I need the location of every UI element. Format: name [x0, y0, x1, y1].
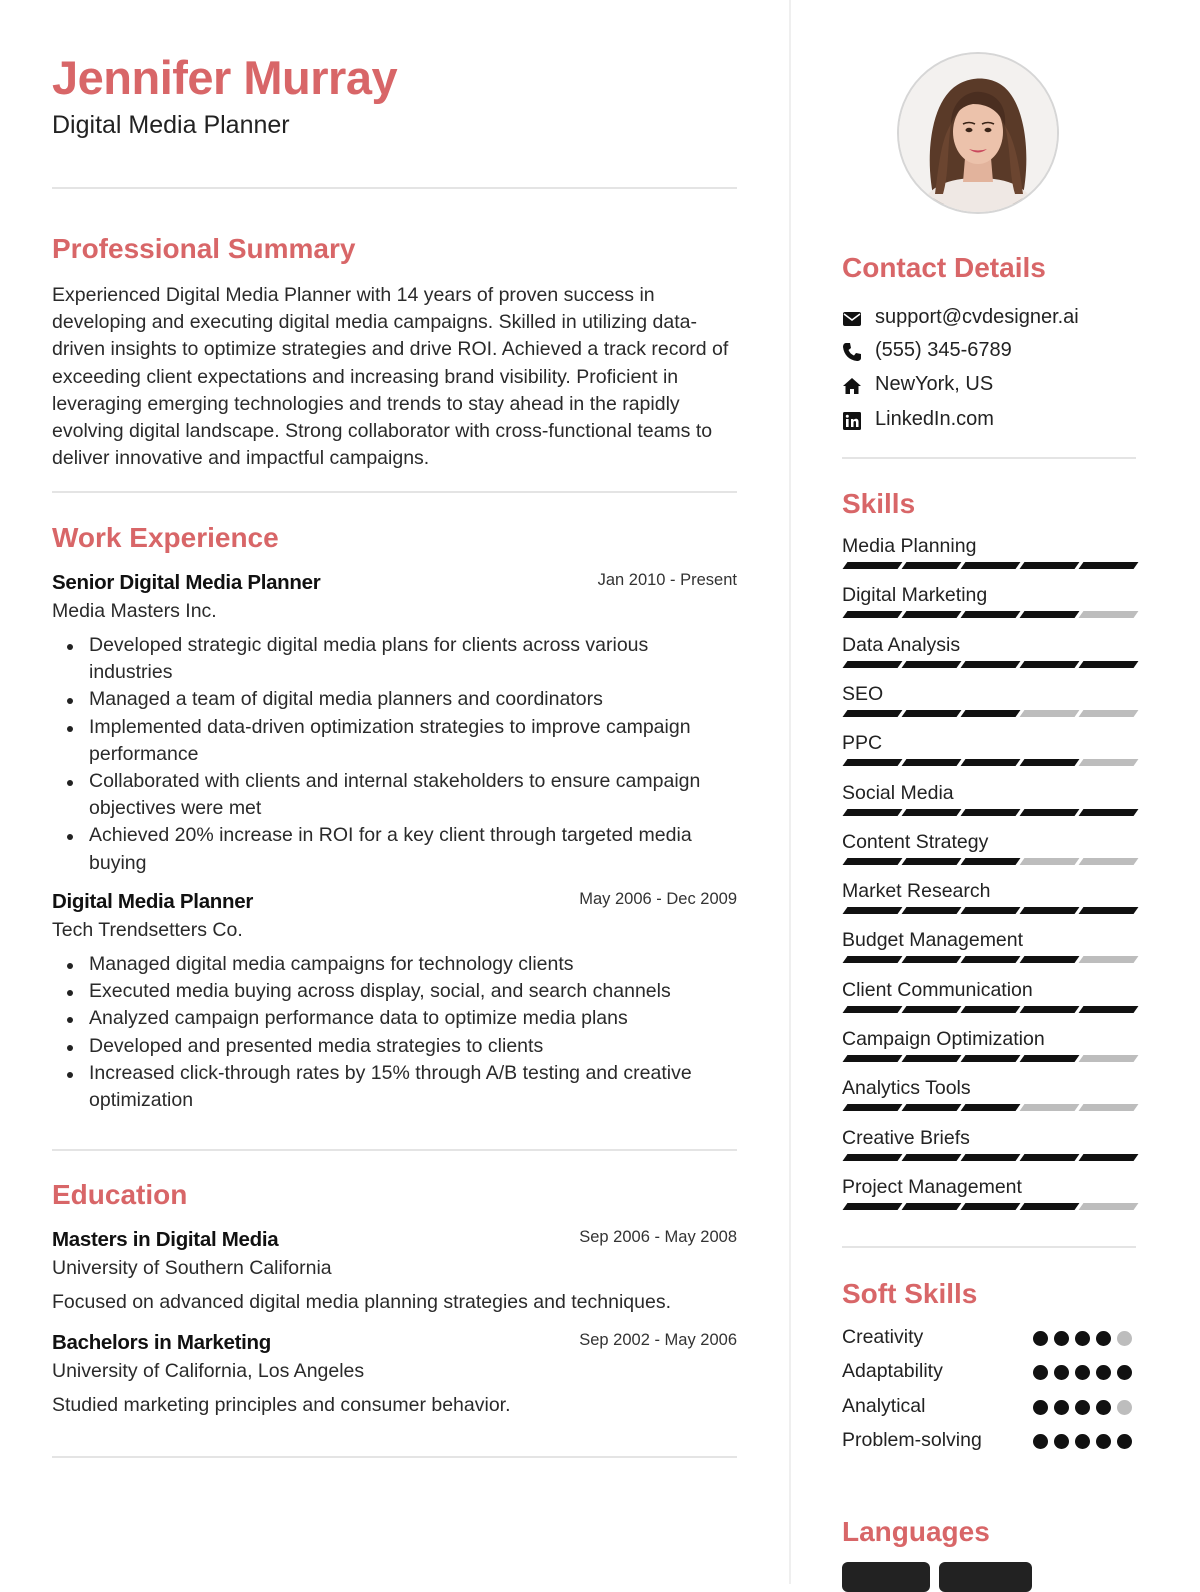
skill-level-segment: [843, 1154, 903, 1161]
skill-level-segment: [1079, 562, 1139, 569]
soft-skill-item: [842, 1360, 1136, 1390]
skill-level-segment: [1079, 611, 1139, 618]
soft-skill-label: Adaptability: [842, 1360, 943, 1383]
skill-level-segment: [902, 809, 962, 816]
linkedin-icon: [842, 411, 862, 431]
skill-level-segment: [843, 562, 903, 569]
skill-level-bar: [842, 809, 1136, 816]
work-heading: Work Experience: [52, 522, 279, 553]
skill-level-segment: [961, 809, 1021, 816]
skill-item: [842, 880, 1136, 928]
rating-dot: [1117, 1365, 1132, 1380]
skill-level-segment: [902, 1154, 962, 1161]
skill-label: Market Research: [842, 880, 991, 903]
skill-level-segment: [902, 907, 962, 914]
skill-level-segment: [1079, 1006, 1139, 1013]
soft-skill-rating: [1033, 1434, 1133, 1449]
skill-level-bar: [842, 1104, 1136, 1111]
rating-dot: [1075, 1400, 1090, 1415]
skill-level-segment: [1079, 907, 1139, 914]
education-date: Sep 2002 - May 2006: [579, 1331, 737, 1349]
job-bullet: Developed strategic digital media plans for clients across various industries: [89, 632, 737, 686]
degree: Bachelors in Marketing: [52, 1331, 271, 1354]
job-bullet: Managed digital media campaigns for technology clients: [89, 951, 737, 978]
skill-level-segment: [961, 1055, 1021, 1062]
skill-level-segment: [843, 809, 903, 816]
skill-item: [842, 683, 1136, 731]
soft-skill-label: Problem-solving: [842, 1429, 982, 1452]
skill-level-segment: [961, 1154, 1021, 1161]
summary-heading: Professional Summary: [52, 233, 356, 264]
education-description: Focused on advanced digital media planning strategies and techniques.: [52, 1291, 672, 1313]
skill-level-segment: [961, 1006, 1021, 1013]
job-bullet: Implemented data-driven optimization strategies to improve campaign performance: [89, 714, 737, 768]
rating-dot: [1033, 1331, 1048, 1346]
skill-level-segment: [902, 562, 962, 569]
skill-label: Analytics Tools: [842, 1077, 971, 1100]
skill-item: [842, 1028, 1136, 1076]
skill-level-segment: [843, 759, 903, 766]
job-role: Digital Media Planner: [52, 890, 254, 913]
job-date: Jan 2010 - Present: [597, 571, 737, 589]
skill-level-segment: [843, 907, 903, 914]
skill-item: [842, 782, 1136, 830]
skill-level-segment: [1079, 1203, 1139, 1210]
skill-level-bar: [842, 956, 1136, 963]
phone-text: (555) 345-6789: [875, 339, 1012, 361]
skill-level-segment: [961, 611, 1021, 618]
skill-level-segment: [1020, 661, 1080, 668]
profile-photo: [897, 52, 1059, 214]
skill-label: Client Communication: [842, 978, 1033, 1001]
rating-dot: [1054, 1331, 1069, 1346]
job-bullet: Executed media buying across display, social, and search channels: [89, 978, 737, 1005]
skill-label: Budget Management: [842, 929, 1024, 952]
skill-level-segment: [1079, 710, 1139, 717]
contact-heading: Contact Details: [842, 252, 1046, 283]
email-text: support@cvdesigner.ai: [875, 306, 1079, 328]
job-bullet: Achieved 20% increase in ROI for a key client through targeted media buying: [89, 822, 737, 876]
skill-level-segment: [1020, 710, 1080, 717]
summary-text: Experienced Digital Media Planner with 14 years of proven success in developing and executing digital media campaigns. Skilled in utilizing data-driven insights to optimize strategies and drive ROI. Achieved a track record of exceeding client expectations and increasing brand visibility. Proficient in leveraging emerging technologies and trends to stay ahead in the rapidly evolving digital landscape. Strong collaborator with cross-functional teams to deliver innovative and impactful campaigns.: [52, 284, 729, 470]
skill-level-segment: [843, 1055, 903, 1062]
skill-level-bar: [842, 907, 1136, 914]
skill-level-segment: [1020, 809, 1080, 816]
skill-label: Creative Briefs: [842, 1126, 970, 1149]
skill-item: [842, 732, 1136, 780]
skill-level-bar: [842, 661, 1136, 668]
language-badge: [939, 1562, 1032, 1592]
school: University of California, Los Angeles: [52, 1360, 365, 1382]
rating-dot: [1096, 1400, 1111, 1415]
job-bullet: Collaborated with clients and internal stakeholders to ensure campaign objectives were met: [89, 768, 737, 822]
skill-level-segment: [1020, 858, 1080, 865]
job-bullet: Increased click-through rates by 15% through A/B testing and creative optimization: [89, 1060, 737, 1114]
rating-dot: [1096, 1365, 1111, 1380]
skill-item: [842, 929, 1136, 977]
education-date: Sep 2006 - May 2008: [579, 1228, 737, 1246]
skills-heading: Skills: [842, 488, 916, 519]
job-bullet: Developed and presented media strategies to clients: [89, 1033, 737, 1060]
rating-dot: [1075, 1434, 1090, 1449]
skill-level-segment: [902, 710, 962, 717]
skill-level-bar: [842, 1154, 1136, 1161]
job-bullets: [52, 632, 737, 877]
rating-dot: [1075, 1331, 1090, 1346]
skills-divider: [842, 1246, 1136, 1248]
rating-dot: [1117, 1331, 1132, 1346]
skill-level-segment: [843, 858, 903, 865]
skill-level-segment: [843, 956, 903, 963]
skill-level-segment: [843, 1104, 903, 1111]
rating-dot: [1096, 1434, 1111, 1449]
skill-level-segment: [902, 1055, 962, 1062]
soft-skill-label: Analytical: [842, 1394, 926, 1417]
skill-item: [842, 831, 1136, 879]
skill-item: [842, 1127, 1136, 1175]
skill-label: Data Analysis: [842, 633, 961, 656]
skill-level-segment: [1020, 1203, 1080, 1210]
soft-skill-rating: [1033, 1365, 1133, 1380]
skill-level-segment: [1020, 956, 1080, 963]
contact-linkedin[interactable]: [842, 408, 1136, 434]
job-entry: [52, 571, 737, 877]
skill-level-bar: [842, 710, 1136, 717]
skill-level-bar: [842, 1203, 1136, 1210]
degree: Masters in Digital Media: [52, 1228, 279, 1251]
rating-dot: [1096, 1331, 1111, 1346]
skill-level-segment: [1020, 759, 1080, 766]
skill-level-bar: [842, 1055, 1136, 1062]
skill-level-segment: [902, 611, 962, 618]
soft-skill-label: Creativity: [842, 1326, 924, 1348]
skill-level-segment: [1079, 661, 1139, 668]
skill-level-segment: [1079, 1104, 1139, 1111]
skill-level-segment: [1020, 1154, 1080, 1161]
rating-dot: [1033, 1400, 1048, 1415]
candidate-title: Digital Media Planner: [52, 111, 290, 139]
home-icon: [842, 376, 862, 396]
envelope-icon: [842, 309, 862, 329]
rating-dot: [1033, 1434, 1048, 1449]
phone-icon: [842, 342, 862, 362]
skill-level-segment: [961, 562, 1021, 569]
skill-level-segment: [902, 661, 962, 668]
skill-level-bar: [842, 562, 1136, 569]
soft-skill-rating: [1033, 1331, 1133, 1346]
linkedin-text: LinkedIn.com: [875, 408, 994, 430]
skill-level-segment: [1079, 858, 1139, 865]
skill-level-segment: [1020, 1055, 1080, 1062]
rating-dot: [1117, 1400, 1132, 1415]
skill-level-segment: [1079, 809, 1139, 816]
skill-level-segment: [902, 858, 962, 865]
skill-level-segment: [1079, 759, 1139, 766]
soft-skill-item: [842, 1395, 1136, 1425]
skill-label: Content Strategy: [842, 830, 989, 853]
job-role: Senior Digital Media Planner: [52, 571, 321, 594]
skill-label: Media Planning: [842, 535, 977, 557]
skill-level-segment: [902, 1006, 962, 1013]
skill-level-segment: [1079, 956, 1139, 963]
skill-label: Project Management: [842, 1175, 1022, 1198]
location-text: NewYork, US: [875, 373, 994, 395]
skill-level-segment: [843, 1203, 903, 1210]
rating-dot: [1054, 1400, 1069, 1415]
skill-level-segment: [1020, 1104, 1080, 1111]
header-divider: [52, 187, 737, 189]
skill-level-segment: [1020, 1006, 1080, 1013]
skill-level-segment: [902, 759, 962, 766]
rating-dot: [1117, 1434, 1132, 1449]
skill-level-segment: [961, 1104, 1021, 1111]
skill-level-segment: [843, 661, 903, 668]
job-bullets: [52, 951, 737, 1114]
skill-item: [842, 1176, 1136, 1224]
skill-level-segment: [961, 907, 1021, 914]
contact-phone[interactable]: [842, 339, 1136, 365]
education-description: Studied marketing principles and consumer behavior.: [52, 1394, 511, 1416]
rating-dot: [1054, 1434, 1069, 1449]
skill-level-segment: [1079, 1154, 1139, 1161]
skill-level-segment: [961, 661, 1021, 668]
contact-divider: [842, 457, 1136, 459]
skill-level-segment: [1020, 611, 1080, 618]
skill-level-segment: [1079, 1055, 1139, 1062]
education-entry: [52, 1331, 737, 1419]
skill-item: [842, 584, 1136, 632]
job-entry: [52, 890, 737, 1114]
skill-level-segment: [961, 1203, 1021, 1210]
summary-divider: [52, 491, 737, 493]
rating-dot: [1033, 1365, 1048, 1380]
skill-item: [842, 1077, 1136, 1125]
skill-level-bar: [842, 858, 1136, 865]
education-heading: Education: [52, 1179, 188, 1210]
skill-level-segment: [902, 956, 962, 963]
skill-label: PPC: [842, 732, 883, 755]
skill-label: Social Media: [842, 781, 954, 804]
skill-level-segment: [843, 611, 903, 618]
rating-dot: [1054, 1365, 1069, 1380]
job-company: Media Masters Inc.: [52, 600, 217, 622]
soft-skill-item: [842, 1429, 1136, 1459]
portrait-illustration: [899, 54, 1057, 212]
education-entry: [52, 1228, 737, 1316]
education-divider: [52, 1456, 737, 1458]
skill-level-segment: [1020, 562, 1080, 569]
job-bullet: Managed a team of digital media planners and coordinators: [89, 686, 737, 713]
job-bullet: Analyzed campaign performance data to optimize media plans: [89, 1005, 737, 1032]
languages-heading: Languages: [842, 1516, 990, 1547]
skill-level-segment: [902, 1203, 962, 1210]
skill-level-segment: [843, 1006, 903, 1013]
skill-level-bar: [842, 611, 1136, 618]
skill-level-segment: [902, 1104, 962, 1111]
column-divider: [789, 0, 791, 1584]
job-date: May 2006 - Dec 2009: [579, 890, 737, 908]
school: University of Southern California: [52, 1257, 332, 1279]
skill-level-segment: [961, 710, 1021, 717]
skill-level-bar: [842, 759, 1136, 766]
skill-level-segment: [961, 858, 1021, 865]
job-company: Tech Trendsetters Co.: [52, 919, 243, 941]
work-divider: [52, 1149, 737, 1151]
skill-label: Campaign Optimization: [842, 1028, 1045, 1050]
soft-skills-heading: Soft Skills: [842, 1278, 978, 1309]
skill-level-bar: [842, 1006, 1136, 1013]
skill-level-segment: [961, 956, 1021, 963]
skill-level-segment: [961, 759, 1021, 766]
candidate-name: Jennifer Murray: [52, 51, 398, 104]
skill-item: [842, 979, 1136, 1027]
skill-level-segment: [1020, 907, 1080, 914]
soft-skill-item: [842, 1326, 1136, 1356]
skill-level-segment: [843, 710, 903, 717]
contact-location: [842, 373, 1136, 399]
skill-item: [842, 634, 1136, 682]
soft-skill-rating: [1033, 1400, 1133, 1415]
language-badge: [842, 1562, 930, 1592]
skill-label: Digital Marketing: [842, 584, 988, 607]
skill-label: SEO: [842, 682, 884, 705]
rating-dot: [1075, 1365, 1090, 1380]
skill-item: [842, 535, 1136, 583]
contact-email[interactable]: [842, 306, 1136, 332]
